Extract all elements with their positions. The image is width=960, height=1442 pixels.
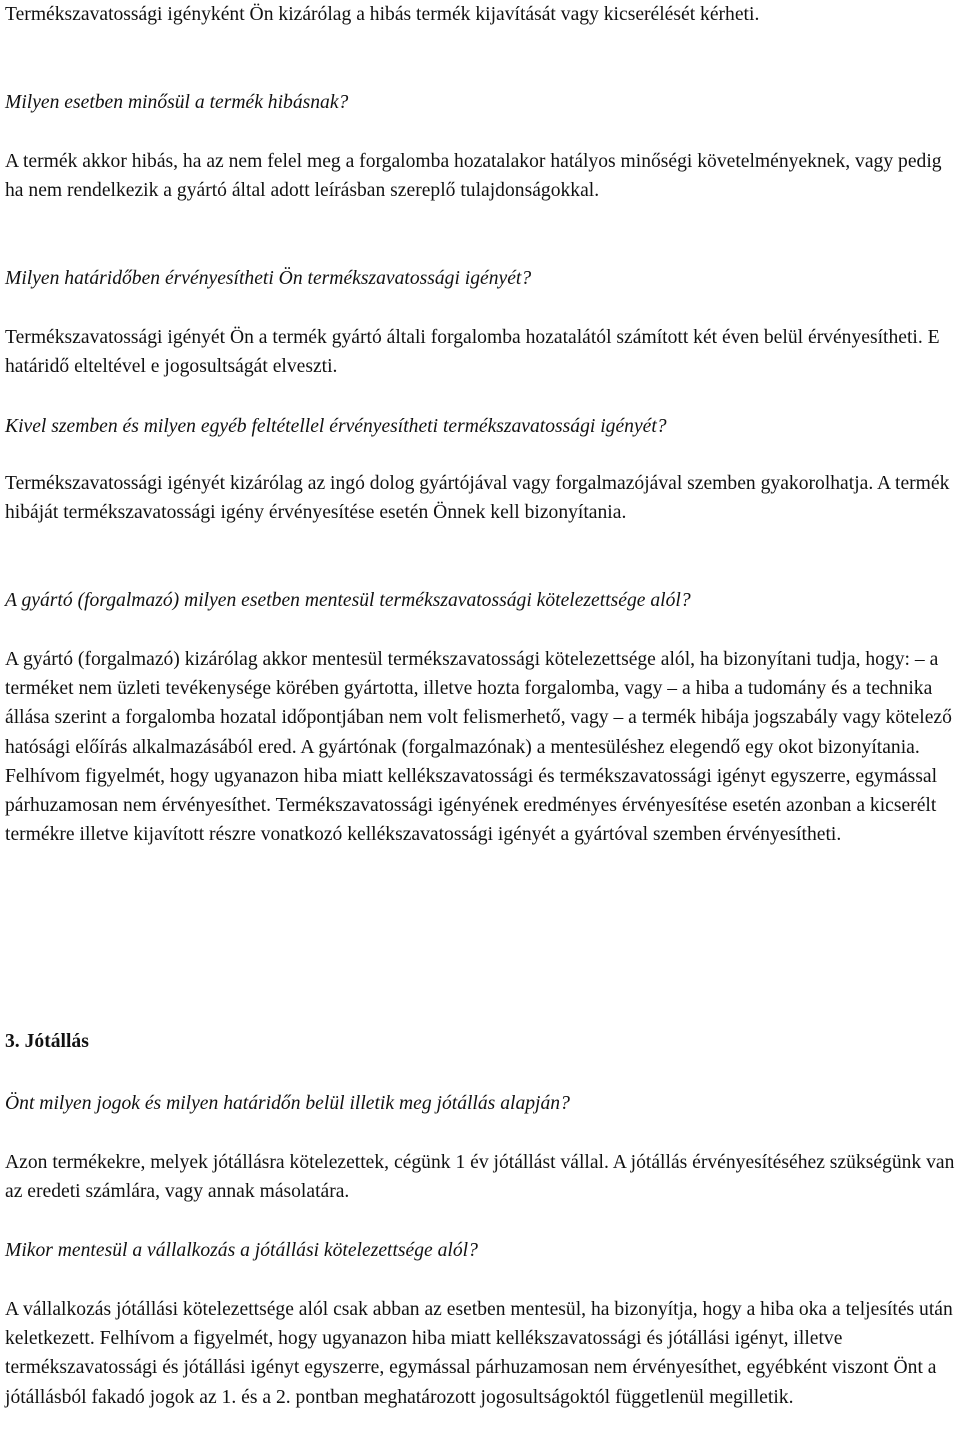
paragraph-text: A vállalkozás jótállási kötelezettsége alól csak abban az esetben mentesül, ha bizonyítja, hogy a hiba oka a teljesítés után keletkezett. Felhívom a figyelmét, hogy ugyanazon hiba miatt kellékszavatossági és jótállási igényt, illetve termékszavatossági és jótállási igényt egyszerre, egymással párhuzamosan nem érvényesíthet, egyébként viszont Önt a jótállásból fakadó jogok az 1. és a 2. pontban meghatározott jogosultságoktól függetlenül megilletik. [5, 1299, 953, 1408]
paragraph-text: Termékszavatossági igényét Ön a termék gyártó általi forgalomba hozatalától számított két éven belül érvényesítheti. E határidő elteltével e jogosultságát elveszti. [5, 327, 940, 378]
paragraph-text: A gyártó (forgalmazó) kizárólag akkor mentesül termékszavatossági kötelezettsége alól, ha bizonyítani tudja, hogy: – a terméket nem üzleti tevékenysége körében gyártotta, illetve hozta forgalomba, vagy – a hiba a tudomány és a technika állása szerint a forgalomba hozatal időpontjában nem volt felismerhető, vagy – a termék hibája jogszabály vagy kötelező hatósági előírás alkalmazásából ered. A gyártónak (forgalmazónak) a mentesüléshez elegendő egy okot bizonyítania. Felhívom figyelmét, hogy ugyanazon hiba miatt kellékszavatossági és termékszavatossági igényt egyszerre, egymással párhuzamosan nem érvényesíthet. Termékszavatossági igényének eredményes érvényesítése esetén azonban a kicserélt termékre illetve kijavított részre vonatkozó kellékszavatossági igényét a gyártóval szemben érvényesítheti. [5, 649, 952, 846]
paragraph-exemption-conditions [5, 645, 955, 849]
paragraph-text: Termékszavatossági igényét kizárólag az ingó dolog gyártójával vagy forgalmazójával szemben gyakorolhatja. A termék hibáját termékszavatossági igény érvényesítése esetén Önnek kell bizonyítania. [5, 473, 950, 524]
paragraph-manufacturer-or-distributor [5, 469, 955, 527]
question-deadline [5, 264, 955, 293]
paragraph-defect-definition [5, 147, 955, 205]
paragraph-text: A termék akkor hibás, ha az nem felel meg a forgalomba hozatalakor hatályos minőségi követelményeknek, vagy pedig ha nem rendelkezik a gyártó által adott leírásban szereplő tulajdonságokkal. [5, 151, 942, 202]
question-text: Önt milyen jogok és milyen határidőn belül illetik meg jótállás alapján? [5, 1093, 570, 1114]
question-text: A gyártó (forgalmazó) milyen esetben mentesül termékszavatossági kötelezettsége alól? [5, 590, 691, 611]
paragraph-text: Azon termékekre, melyek jótállásra kötelezettek, cégünk 1 év jótállást vállal. A jótállás érvényesítéséhez szükségünk van az eredeti számlára, vagy annak másolatára. [5, 1152, 955, 1203]
question-warranty-rights [5, 1089, 955, 1118]
paragraph-two-year-deadline [5, 323, 955, 381]
section-heading-warranty [5, 1027, 955, 1056]
paragraph-warranty-exemption [5, 1295, 955, 1412]
section-heading-text: 3. Jótállás [5, 1031, 89, 1052]
question-text: Milyen határidőben érvényesítheti Ön termékszavatossági igényét? [5, 268, 532, 289]
question-text: Kivel szemben és milyen egyéb feltétellel érvényesítheti termékszavatossági igényét? [5, 416, 667, 437]
question-exemption [5, 586, 955, 615]
question-against-whom [5, 412, 955, 441]
question-when-defective [5, 88, 955, 117]
question-text: Mikor mentesül a vállalkozás a jótállási kötelezettsége alól? [5, 1240, 478, 1261]
paragraph-one-year-warranty [5, 1148, 955, 1206]
question-text: Milyen esetben minősül a termék hibásnak? [5, 92, 349, 113]
paragraph-text: Termékszavatossági igényként Ön kizárólag a hibás termék kijavítását vagy kicserélését kérheti. [5, 4, 760, 25]
paragraph-repair-or-replace [5, 0, 955, 29]
question-warranty-exemption [5, 1236, 955, 1265]
